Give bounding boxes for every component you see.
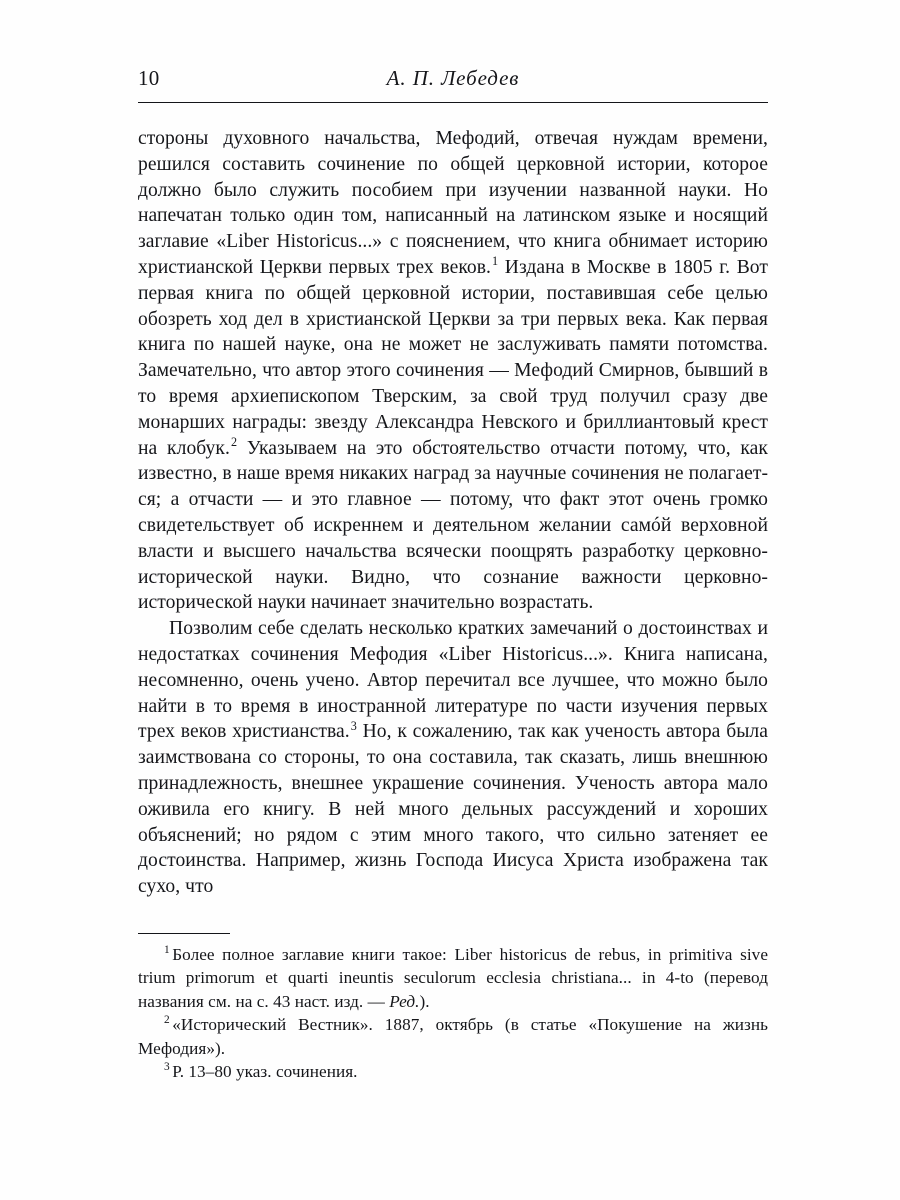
page-content (138, 66, 768, 900)
footnote-text: Р. 13–80 указ. сочинения. (172, 1062, 358, 1082)
footnote-marker: 3 (164, 1061, 170, 1074)
footnote-item (138, 943, 768, 1013)
footnote-ref-2[interactable]: 2 (230, 435, 238, 450)
running-head (138, 66, 768, 104)
header-divider (138, 102, 768, 103)
paragraph-1 (138, 126, 768, 616)
footnote-block (138, 933, 768, 1083)
footnote-item (138, 1013, 768, 1060)
paragraph-1-segment-1: стороны духовного начальства, Мефодий, отвечая нуждам времени, решился составить сочинение по общей церковной истории, которое должно было служить пособием при изучении названной науки. Но напечатан только один том, написанный на латинском языке и носящий заглавие «Liber Historicus...» с пояснением, что книга обнимает историю христианской Церкви первых трех веков. (138, 128, 768, 278)
footnote-list (138, 943, 768, 1083)
footnote-separator (138, 933, 230, 934)
footnote-marker: 2 (164, 1014, 170, 1027)
paragraph-1-segment-3: Указываем на это обстоятельство отчасти потому, что, как известно, в наше время никаких наград за научные сочинения не полагается; а отчасти — и это главное — потому, что факт этот очень громко свидетельствует об искреннем и деятельном желании самóй верховной власти и высшего начальства всячески поощрять разработку церковно-исторической науки. Видно, что сознание важности церковно-исторической науки начинает значительно возрастать. (138, 437, 768, 614)
footnote-ref-1[interactable]: 1 (492, 254, 499, 269)
footnote-text: «Исторический Вестник». 1887, октябрь (в статье «Покушение на жизнь Мефодия»). (138, 1015, 768, 1058)
paragraph-2-segment-1: Позволим себе сделать несколько кратких замечаний о достоинствах и недостатках сочинения Мефодия «Liber Historicus...». Книга написана, несомненно, очень учено. Автор перечитал все лучшее, что можно было найти в то время в иностранной литературе по части изучения первых трех веков христианства. (138, 618, 768, 743)
footnote-item (138, 1060, 768, 1083)
footnote-text: Более полное заглавие книги такое: Liber historicus de rebus, in primitiva sive trium primorum et quarti ineuntis seculorum ecclesia christiana... in 4-to (перевод названия см. на с. 43 наст. изд. — (138, 945, 768, 1011)
footnote-ref-3[interactable]: 3 (350, 718, 357, 733)
running-head-author: А. П. Лебедев (386, 66, 520, 90)
footnote-marker: 1 (164, 944, 170, 957)
paragraph-1-segment-2: Издана в Москве в 1805 г. Вот первая книга по общей церковной истории, поставившая себе целью обозреть ход дел в христианской Церкви за три первых века. Как первая книга по нашей науке, она не может не заслуживать памяти потомства. Замечательно, что автор этого сочинения — Мефодий Смирнов, бывший в то время архиепископом Тверским, за свой труд получил сразу две монарших награды: звезду Александра Невского и бриллиантовый крест на клобук. (138, 256, 769, 459)
footnote-text-tail: ). (419, 991, 430, 1011)
paragraph-2 (138, 616, 768, 900)
footnote-editor-note: Ред. (389, 991, 420, 1011)
page-number: 10 (138, 66, 160, 90)
paragraph-2-segment-2: Но, к сожалению, так как ученость автора была заимствована со стороны, то она составила, так сказать, лишь внешнюю принадлежность, внешнее украшение сочинения. Ученость автора мало оживила его книгу. В ней много дельных рассуждений и хороших объяснений; но рядом с этим много такого, что сильно затеняет ее достоинства. Например, жизнь Господа Иисуса Христа изображена так сухо, что (138, 721, 768, 898)
body-text (138, 126, 768, 900)
